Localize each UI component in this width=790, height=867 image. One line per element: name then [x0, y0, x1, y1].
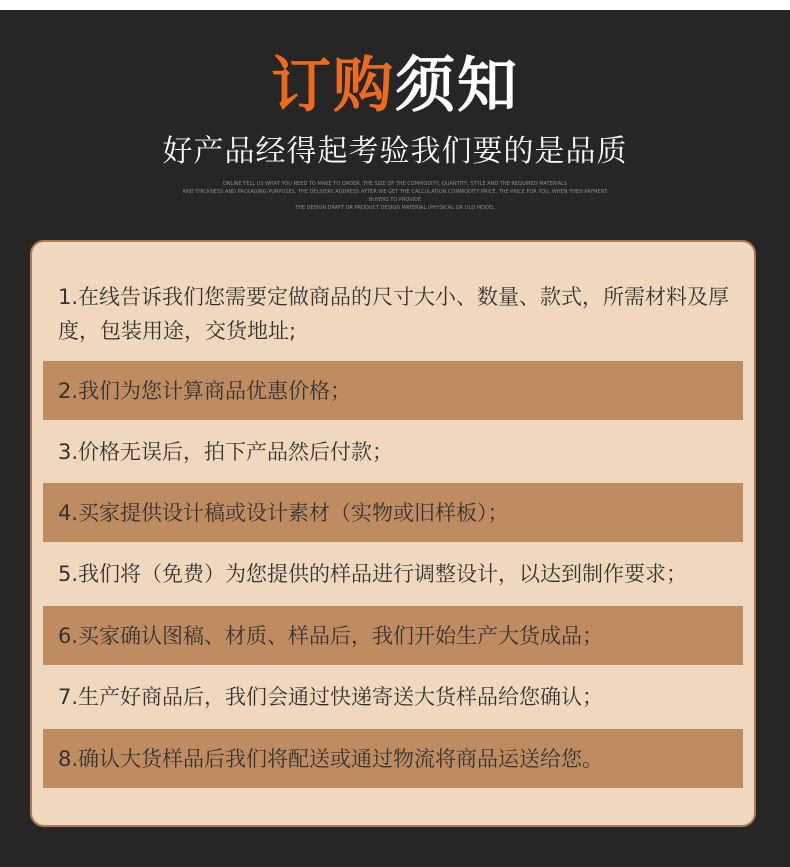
fine-print-line: AND THICKNESS AND PACKAGING PURPOSES, THE DELIVERY ADDRESS AFTER WE GET THE CALCULATION COMMODITY PRICE, THE PRICE FOR YOU, WHEN THEN PAYMENT BUYERS TO PROVIDE — [182, 189, 608, 203]
step-3: 3.价格无误后，拍下产品然后付款； — [58, 439, 394, 464]
title-rest: 须知 — [395, 51, 519, 121]
step-7: 7.生产好商品后，我们会通过快递寄送大货样品给您确认； — [58, 684, 604, 709]
step-2: 2.我们为您计算商品优惠价格； — [43, 361, 743, 420]
fine-print — [175, 180, 615, 212]
step-1: 1.在线告诉我们您需要定做商品的尺寸大小、数量、款式，所需材料及厚度，包装用途，交货地址; — [58, 285, 730, 343]
step-4: 4.买家提供设计稿或设计素材（实物或旧样板）； — [43, 483, 743, 542]
step-6: 6.买家确认图稿、材质、样品后，我们开始生产大货成品； — [43, 606, 743, 665]
page-title — [0, 50, 790, 122]
top-white-strip — [0, 0, 790, 10]
step-8: 8.确认大货样品后我们将配送或通过物流将商品运送给您。 — [43, 729, 743, 788]
step-5: 5.我们将（免费）为您提供的样品进行调整设计，以达到制作要求； — [58, 561, 688, 586]
title-highlight: 订购 — [271, 51, 395, 121]
page-subtitle: 好产品经得起考验我们要的是品质 — [162, 134, 628, 169]
fine-print-line: THE DESIGN DRAFT OR PRODUCT DESIGN MATERIAL (PHYSICAL OR OLD MODEL — [295, 205, 495, 211]
fine-print-line: ONLINE TELL US WHAT YOU NEED TO MAKE TO ORDER, THE SIZE OF THE COMMODITY, QUANTITY, STYLE AND THE REQUIRED MATERIALS — [222, 181, 568, 187]
